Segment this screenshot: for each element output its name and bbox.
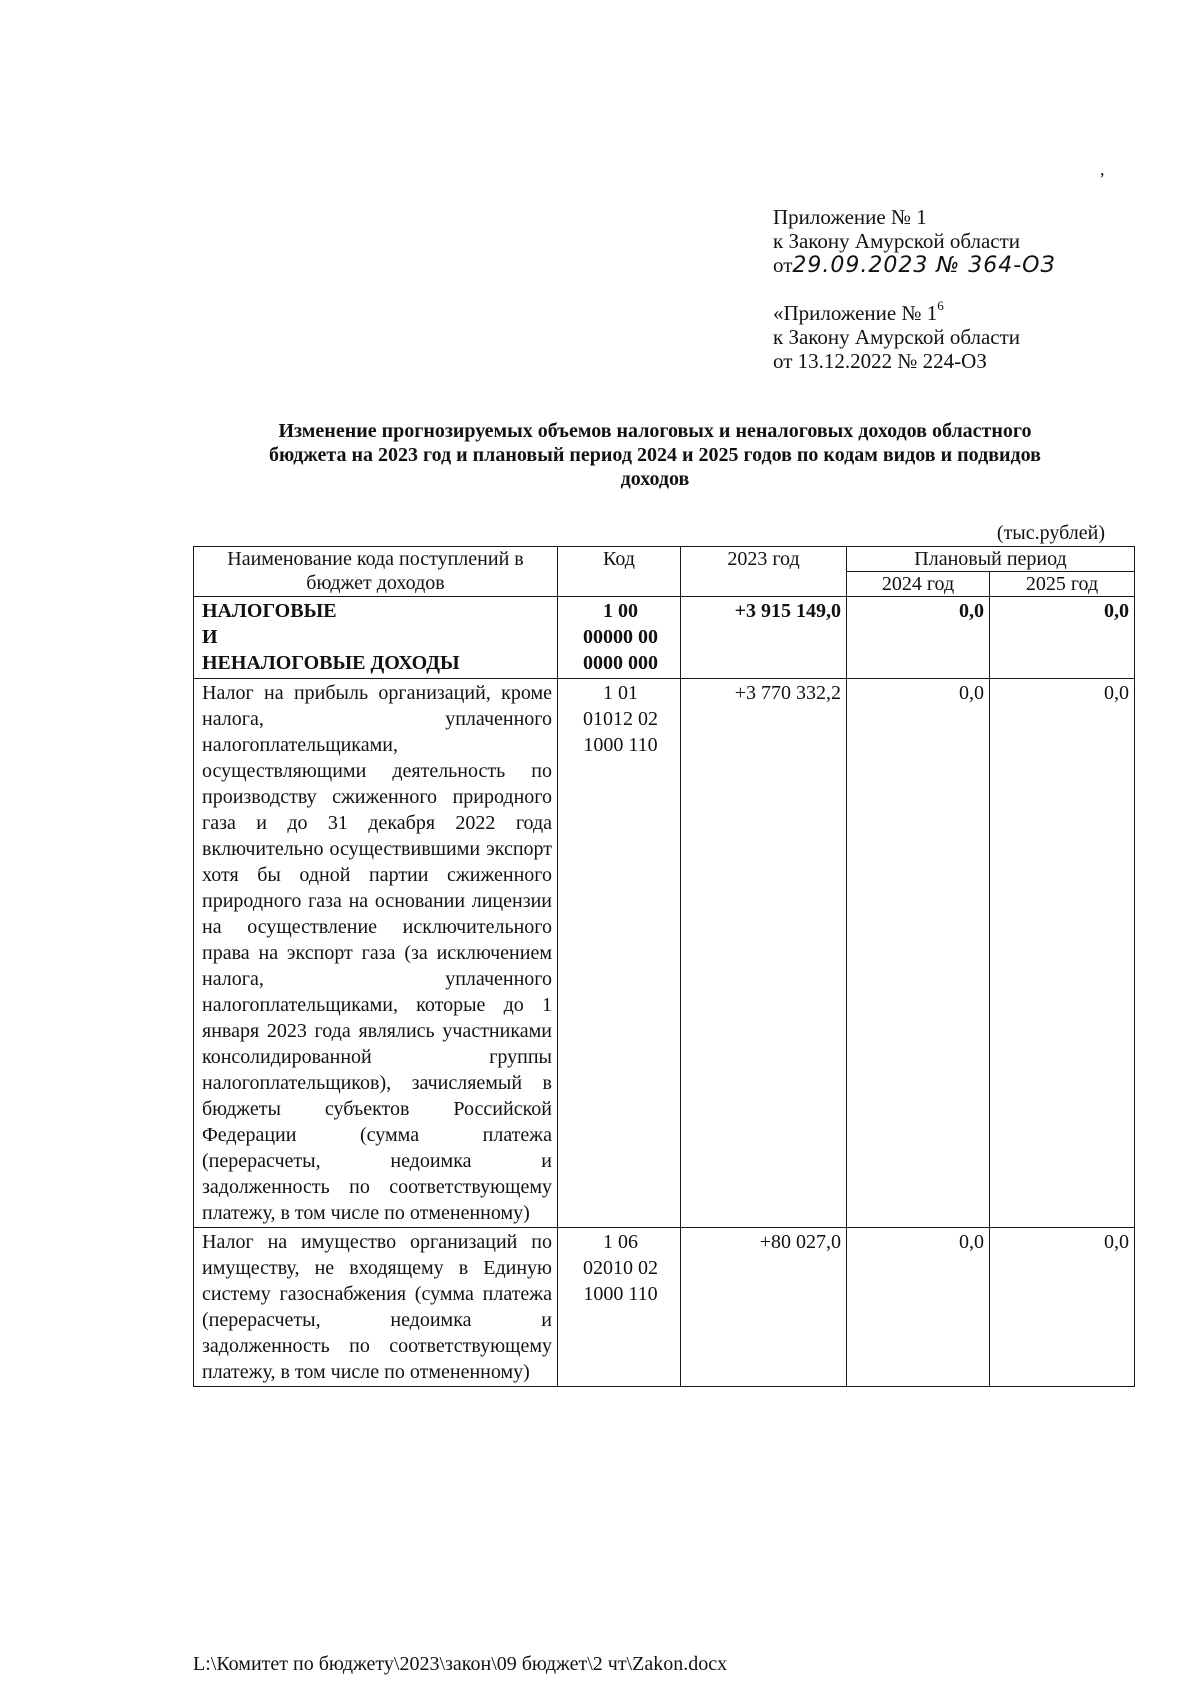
table-row-total: [194, 597, 1135, 679]
code-segment: 01012 02: [583, 708, 658, 730]
table-header-row: [194, 547, 1135, 572]
revenue-table: [193, 546, 1135, 1387]
row-name: [194, 597, 558, 679]
row-name: Налог на прибыль организаций, кроме налога, уплаченного налогоплательщиками, осуществляющими деятельность по производству сжиженного природного газа и до 31 декабря 2022 года включительно осуществившими экспорт хотя бы одной партии сжиженного природного газа на основании лицензии на осуществление исключительного права на экспорт газа (за исключением налога, уплаченного налогоплательщиками, которые до 1 января 2023 года являлись участниками консолидированной группы налогоплательщиков), зачисляемый в бюджеты субъектов Российской Федерации (сумма платежа (перерасчеты, недоимка и задолженность по соответствующему платежу, в том числе по отмененному): [194, 679, 558, 1228]
table-row: [194, 679, 1135, 1228]
code-segment: 02010 02: [583, 1257, 658, 1279]
code-segment: 1000 110: [583, 734, 658, 756]
approval-date-prefix: от: [773, 253, 793, 277]
code-segment: 1 06: [603, 1231, 638, 1253]
value-2024: 0,0: [847, 597, 990, 679]
code-segment: 00000 00: [583, 626, 658, 648]
code-segment: 1000 110: [583, 1283, 658, 1305]
original-appendix-title: [773, 298, 1103, 325]
scan-mark: ,: [1100, 159, 1105, 179]
row-name-part: И: [202, 626, 218, 648]
value-2023: +80 027,0: [681, 1228, 847, 1387]
footer-file-path: L:\Комитет по бюджету\2023\закон\09 бюджет\2 чт\Zakon.docx: [193, 1653, 728, 1675]
value-2024: 0,0: [847, 1228, 990, 1387]
approval-date-line: [773, 253, 1103, 278]
header-2024: 2024 год: [847, 572, 990, 597]
approval-stamp-current: [773, 205, 1103, 278]
row-name: Налог на имущество организаций по имуществу, не входящему в Единую систему газоснабжения (сумма платежа (перерасчеты, недоимка и задолженность по соответствующему платежу, в том числе по отмененному): [194, 1228, 558, 1387]
value-2023: +3 770 332,2: [681, 679, 847, 1228]
approval-stamp-original: [773, 298, 1103, 373]
header-code: Код: [558, 547, 681, 597]
original-appendix-label: «Приложение № 1: [773, 301, 938, 325]
code-segment: 0000 000: [583, 652, 658, 674]
original-law-date: от 13.12.2022 № 224-ОЗ: [773, 349, 987, 373]
code-segment: 1 00: [603, 600, 638, 622]
row-code: [558, 1228, 681, 1387]
document-title-line-1: Изменение прогнозируемых объемов налоговых и неналоговых доходов областного: [278, 420, 1032, 442]
header-2025: 2025 год: [990, 572, 1135, 597]
table-row: [194, 1228, 1135, 1387]
original-law-reference: к Закону Амурской области: [773, 325, 1021, 349]
code-segment: 1 01: [603, 682, 638, 704]
document-title-line-3: доходов: [620, 468, 690, 490]
document-title: [165, 419, 1145, 491]
original-appendix-superscript: 6: [937, 298, 944, 313]
row-name-part: НАЛОГОВЫЕ: [202, 600, 337, 622]
value-2025: 0,0: [990, 597, 1135, 679]
approval-law-reference: к Закону Амурской области: [773, 229, 1021, 253]
value-2025: 0,0: [990, 679, 1135, 1228]
handwritten-date-number: 29.09.2023 № 364-ОЗ: [792, 253, 1056, 278]
row-code: [558, 679, 681, 1228]
row-name-part: НЕНАЛОГОВЫЕ ДОХОДЫ: [202, 652, 460, 674]
header-name: Наименование кода поступлений в бюджет доходов: [194, 547, 558, 597]
approval-title: Приложение № 1: [773, 205, 927, 229]
header-2023: 2023 год: [681, 547, 847, 597]
document-title-line-2: бюджета на 2023 год и плановый период 2024 и 2025 годов по кодам видов и подвидов: [269, 444, 1041, 466]
header-planned-period: Плановый период: [847, 547, 1135, 572]
row-code: [558, 597, 681, 679]
value-2025: 0,0: [990, 1228, 1135, 1387]
units-label: (тыс.рублей): [996, 522, 1105, 544]
value-2024: 0,0: [847, 679, 990, 1228]
value-2023: +3 915 149,0: [681, 597, 847, 679]
